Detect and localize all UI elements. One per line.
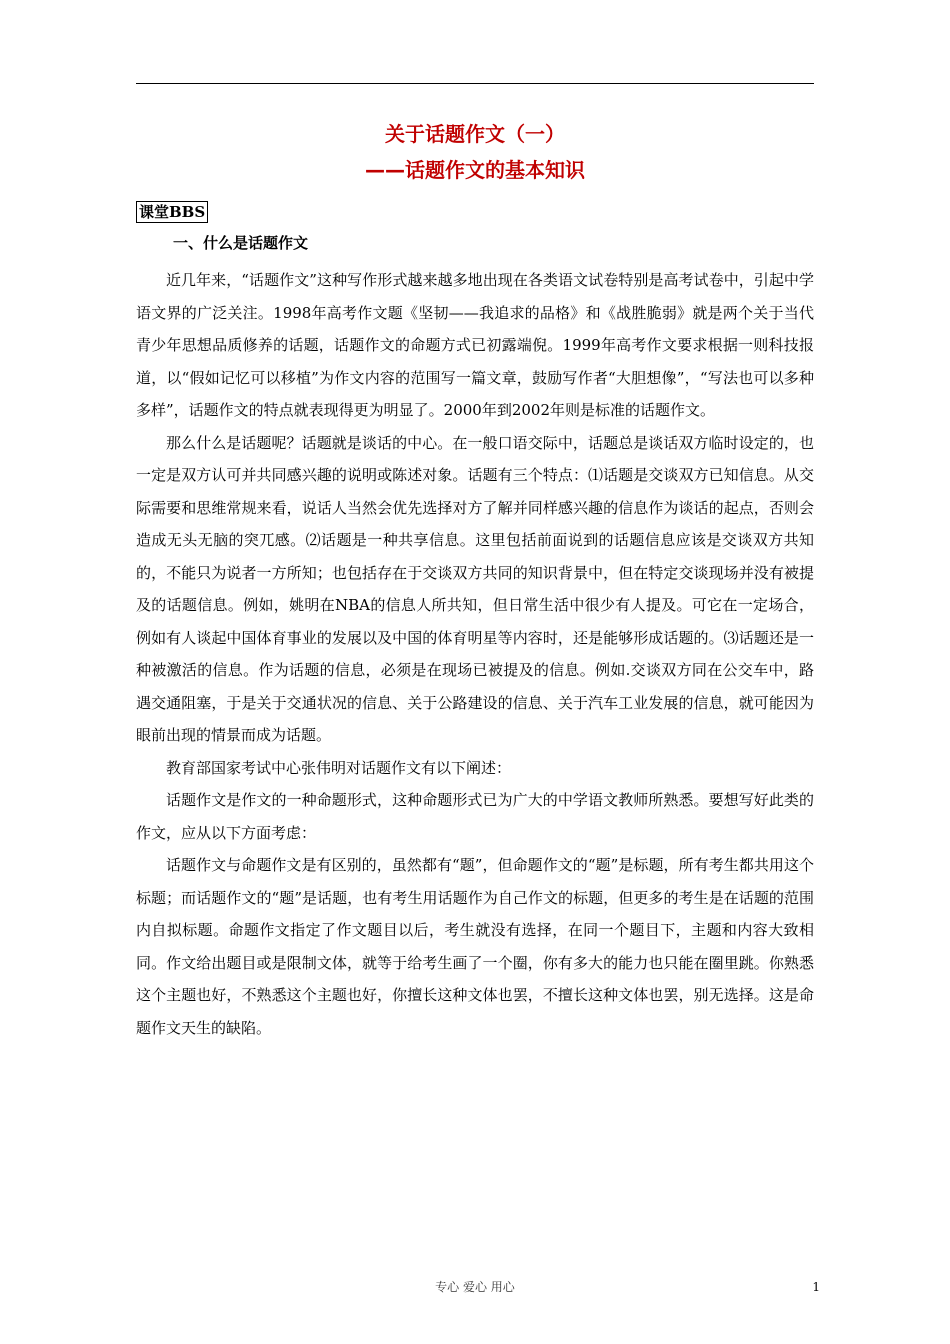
paragraph-3: 教育部国家考试中心张伟明对话题作文有以下阐述：	[166, 758, 512, 777]
paragraph-2: 那么什么是话题呢？话题就是谈话的中心。在一般口语交际中，话题总是谈话双方临时设定的，也一定是双方认可并共同感兴趣的说明或陈述对象。话题有三个特点：⑴话题是交谈双方已知信息。从交际需要和思维常规来看，说话人当然会优先选择对方了解并同样感兴趣的信息作为谈话的起点，否则会造成无头无脑的突兀感。⑵话题是一种共享信息。这里包括前面说到的话题信息应该是交谈双方共知的，不能只为说者一方所知；也包括存在于交谈双方共同的知识背景中，但在特定交谈现场并没有被提及的话题信息。例如，姚明在NBA的信息人所共知，但日常生活中很少有人提及。可它在一定场合，例如有人谈起中国体育事业的发展以及中国的体育明星等内容时，还是能够形成话题的。⑶话题还是一种被激活的信息。作为话题的信息，必须是在现场已被提及的信息。例如.交谈双方同在公交车中，路遇交通阻塞，于是关于交通状况的信息、关于公路建设的信息、关于汽车工业发展的信息，就可能因为眼前出现的情景而成为话题。	[136, 433, 814, 744]
page-number: 1	[812, 1280, 820, 1294]
title-block	[136, 116, 814, 188]
footer-motto: 专心 爱心 用心	[435, 1280, 515, 1294]
bbs-label: 课堂BBS	[136, 201, 208, 223]
document-subtitle: ——话题作文的基本知识	[365, 158, 585, 182]
document-title: 关于话题作文（一）	[385, 122, 565, 146]
paragraph-5: 话题作文与命题作文是有区别的，虽然都有“题”，但命题作文的“题”是标题，所有考生都共用这个标题；而话题作文的“题”是话题，也有考生用话题作为自己作文的标题，但更多的考生是在话题的范围内自拟标题。命题作文指定了作文题目以后，考生就没有选择，在同一个题目下，主题和内容大致相同。作文给出题目或是限制文体，就等于给考生画了一个圈，你有多大的能力也只能在圈里跳。你熟悉这个主题也好，不熟悉这个主题也好，你擅长这种文体也罢，不擅长这种文体也罢，别无选择。这是命题作文天生的缺陷。	[136, 856, 814, 1037]
paragraph-4: 话题作文是作文的一种命题形式，这种命题形式已为广大的中学语文教师所熟悉。要想写好此类的作文，应从以下方面考虑：	[136, 791, 814, 842]
body-text	[136, 264, 814, 1044]
paragraph-1: 近几年来，“话题作文”这种写作形式越来越多地出现在各类语文试卷特别是高考试卷中，引起中学语文界的广泛关注。1998年高考作文题《坚韧——我追求的品格》和《战胜脆弱》就是两个关于当代青少年思想品质修养的话题，话题作文的命题方式已初露端倪。1999年高考作文要求根据一则科技报道，以“假如记忆可以移植”为作文内容的范围写一篇文章，鼓励写作者“大胆想像”，“写法也可以多种多样”，话题作文的特点就表现得更为明显了。2000年到2002年则是标准的话题作文。	[136, 271, 814, 419]
header-rule	[136, 83, 814, 84]
section-heading: 一、什么是话题作文	[173, 234, 309, 252]
